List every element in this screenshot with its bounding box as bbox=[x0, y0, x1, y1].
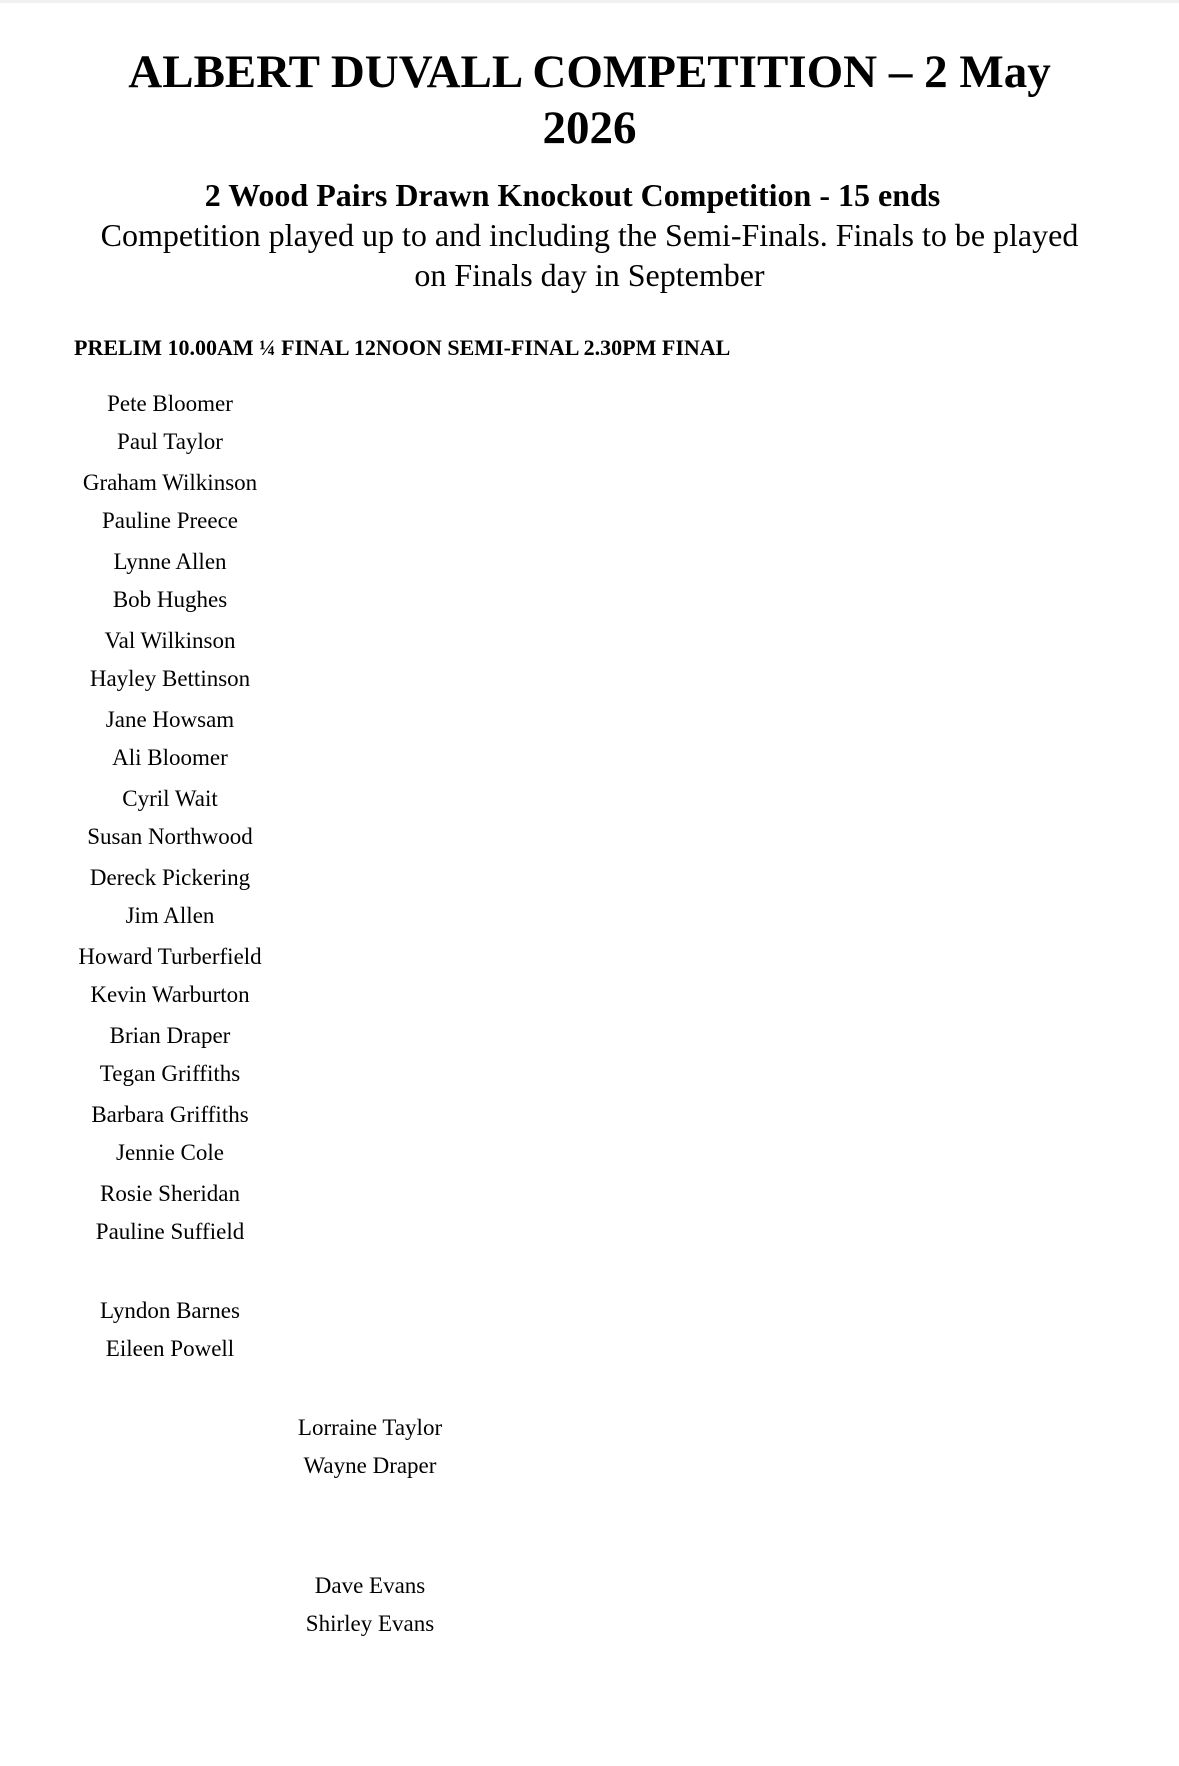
player-name: Shirley Evans bbox=[305, 1611, 435, 1636]
player-name: Pauline Preece bbox=[101, 508, 239, 533]
competition-description: Competition played up to and including the Semi-Finals. Finals to be played on Finals day in September bbox=[100, 217, 1079, 293]
player-name: Jennie Cole bbox=[116, 1140, 224, 1165]
competition-subtitle: 2 Wood Pairs Drawn Knockout Competition - 15 ends bbox=[204, 177, 941, 213]
player-name: Ali Bloomer bbox=[112, 745, 228, 770]
player-name: Lyndon Barnes bbox=[100, 1298, 240, 1323]
player-name: Kevin Warburton bbox=[90, 982, 250, 1007]
top-border bbox=[0, 0, 1179, 3]
player-name: Dave Evans bbox=[314, 1573, 426, 1598]
player-name: Val Wilkinson bbox=[104, 628, 236, 653]
player-name: Howard Turberfield bbox=[78, 944, 262, 969]
player-name: Pauline Suffield bbox=[95, 1219, 245, 1244]
player-name: Graham Wilkinson bbox=[82, 470, 258, 495]
player-name: Tegan Griffiths bbox=[99, 1061, 241, 1086]
player-name: Paul Taylor bbox=[117, 429, 223, 454]
player-name: Cyril Wait bbox=[122, 786, 218, 811]
player-name: Wayne Draper bbox=[303, 1453, 437, 1478]
round-schedule: PRELIM 10.00AM ¼ FINAL 12NOON SEMI-FINAL 2.30PM FINAL bbox=[74, 335, 731, 360]
player-name: Eileen Powell bbox=[105, 1336, 235, 1361]
player-name: Dereck Pickering bbox=[89, 865, 251, 890]
page-title: ALBERT DUVALL COMPETITION – 2 May 2026 bbox=[128, 46, 1051, 154]
player-name: Barbara Griffiths bbox=[91, 1102, 249, 1127]
player-name: Brian Draper bbox=[109, 1023, 231, 1048]
player-name: Rosie Sheridan bbox=[100, 1181, 240, 1206]
player-name: Bob Hughes bbox=[112, 587, 228, 612]
player-name: Pete Bloomer bbox=[107, 391, 233, 416]
player-name: Lynne Allen bbox=[113, 549, 227, 574]
player-name: Jane Howsam bbox=[105, 707, 235, 732]
player-name: Hayley Bettinson bbox=[89, 666, 251, 691]
player-name: Susan Northwood bbox=[87, 824, 253, 849]
player-name: Jim Allen bbox=[125, 903, 215, 928]
player-name: Lorraine Taylor bbox=[297, 1415, 443, 1440]
